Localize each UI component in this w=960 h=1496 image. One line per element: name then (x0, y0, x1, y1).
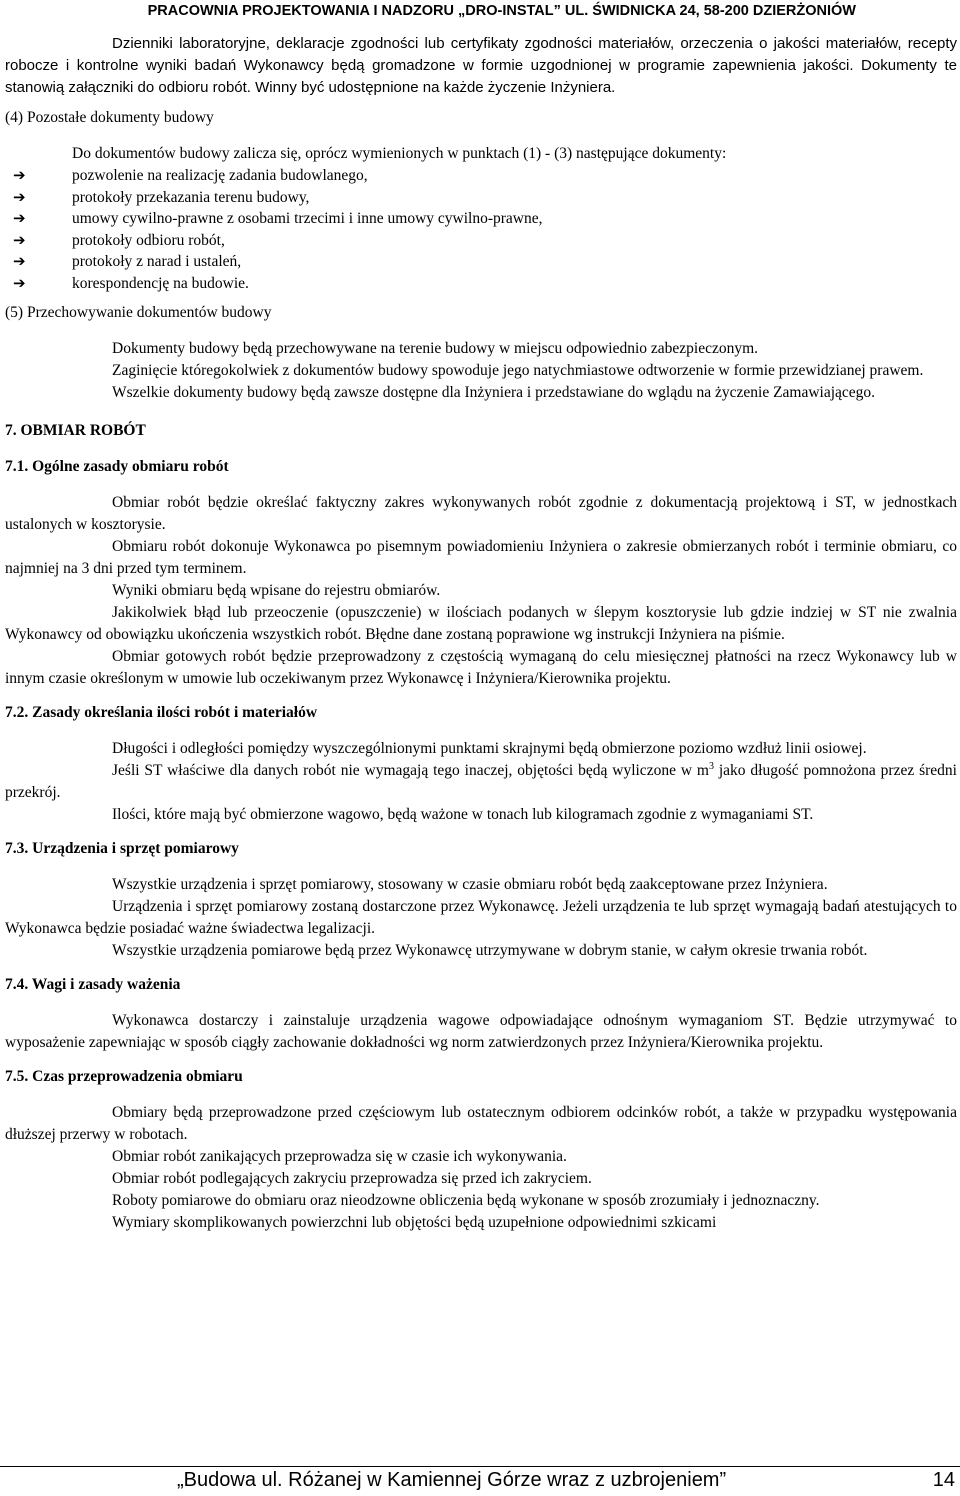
arrow-right-icon: ➔ (13, 209, 26, 227)
paragraph: Jakikolwiek błąd lub przeoczenie (opuszczenie) w ilościach podanych w ślepym kosztorysie lub gdzie indziej w ST nie zwalnia Wykonawcy od obowiązku ukończenia wszystkich robót. Błędne dane zostaną poprawione wg instrukcji Inżyniera na piśmie. (5, 604, 957, 643)
arrow-right-icon: ➔ (13, 187, 26, 206)
page-header: PRACOWNIA PROJEKTOWANIA I NADZORU „DRO-INSTAL” UL. ŚWIDNICKA 24, 58-200 DZIERŻONIÓW (147, 3, 856, 19)
footer-title: „Budowa ul. Różanej w Kamiennej Górze wraz z uzbrojeniem” (177, 1469, 727, 1491)
document-body (5, 33, 957, 1234)
paragraph: Wyniki obmiaru będą wpisane do rejestru obmiarów. (112, 582, 441, 599)
paragraph: Urządzenia i sprzęt pomiarowy zostaną dostarczone przez Wykonawcę. Jeżeli urządzenia te lub sprzęt wymagają badań atestujących to Wykonawca będzie posiadać ważne świadectwa legalizacji. (5, 898, 957, 937)
page-number: 14 (932, 1469, 955, 1491)
paragraph: Obmiar gotowych robót będzie przeprowadzony z częstością wymaganą do celu miesięcznej płatności na rzecz Wykonawcy lub w innym czasie określonym w umowie lub oczekiwanym przez Wykonawcę i Inżyniera/Kierownika projektu. (5, 648, 957, 687)
paragraph: Wszystkie urządzenia pomiarowe będą przez Wykonawcę utrzymywane w dobrym stanie, w całym okresie trwania robót. (112, 942, 868, 959)
paragraph: Wykonawca dostarczy i zainstaluje urządzenia wagowe odpowiadające odnośnym wymaganiom ST. Będzie utrzymywać to wyposażenie zapewniając w sposób ciągły zachowanie dokładności wg norm zatwierdzonych przez Inżyniera/Kierownika projektu. (5, 1012, 957, 1051)
list-item: ➔ protokoły przekazania terenu budowy, (5, 187, 957, 209)
section-7-3-heading: 7.3. Urządzenia i sprzęt pomiarowy (5, 840, 239, 857)
list-item: ➔ protokoły odbioru robót, (5, 230, 957, 252)
paragraph: Wszystkie urządzenia i sprzęt pomiarowy, stosowany w czasie obmiaru robót będą zaakceptowane przez Inżyniera. (112, 876, 828, 893)
intro-paragraph: Dzienniki laboratoryjne, deklaracje zgodności lub certyfikaty zgodności materiałów, orzeczenia o jakości materiałów, recepty robocze i kontrolne wyniki badań Wykonawcy będą gromadzone w formie uzgodnionej w programie zapewnienia jakości. Dokumenty te stanowią załączniki do odbioru robót. Winny być udostępnione na każde życzenie Inżyniera. (5, 35, 957, 96)
paragraph: Jeśli ST właściwe dla danych robót nie wymagają tego inaczej, objętości będą wyliczone w $m^3$ jako długość pomnożona przez średni przekrój. (5, 760, 957, 801)
section-7-heading: 7. OBMIAR ROBÓT (5, 422, 146, 439)
paragraph: Roboty pomiarowe do obmiaru oraz nieodzowne obliczenia będą wykonane w sposób zrozumiały i jednoznaczny. (112, 1192, 820, 1209)
paragraph: Obmiary będą przeprowadzone przed częściowym lub ostatecznym odbiorem odcinków robót, a także w przypadku występowania dłuższej przerwy w robotach. (5, 1104, 957, 1143)
arrow-right-icon: ➔ (13, 273, 26, 292)
list-item: ➔ umowy cywilno-prawne z osobami trzecimi i inne umowy cywilno-prawne, (5, 208, 957, 230)
paragraph: Obmiaru robót dokonuje Wykonawca po pisemnym powiadomieniu Inżyniera o zakresie obmierzanych robót i terminie obmiaru, co najmniej na 3 dni przed tym terminem. (5, 538, 957, 577)
section-4-lead: Do dokumentów budowy zalicza się, oprócz wymienionych w punktach (1) - (3) następujące dokumenty: (72, 145, 727, 162)
paragraph: Wymiary skomplikowanych powierzchni lub objętości będą uzupełnione odpowiednimi szkicami (112, 1214, 717, 1231)
section-5-title: (5) Przechowywanie dokumentów budowy (5, 304, 272, 321)
arrow-right-icon: ➔ (13, 230, 26, 249)
arrow-right-icon: ➔ (13, 252, 26, 270)
section-7-5-heading: 7.5. Czas przeprowadzenia obmiaru (5, 1068, 243, 1085)
paragraph: Wszelkie dokumenty budowy będą zawsze dostępne dla Inżyniera i przedstawiane do wglądu na życzenie Zamawiającego. (112, 384, 876, 401)
list-item: ➔ pozwolenie na realizację zadania budowlanego, (5, 165, 957, 187)
paragraph: Ilości, które mają być obmierzone wagowo, będą ważone w tonach lub kilogramach zgodnie z wymaganiami ST. (112, 806, 814, 823)
paragraph: Zaginięcie któregokolwiek z dokumentów budowy spowoduje jego natychmiastowe odtworzenie w formie przewidzianej prawem. (112, 362, 924, 379)
paragraph: Obmiar robót podlegających zakryciu przeprowadza się przed ich zakryciem. (112, 1170, 592, 1187)
paragraph: Dokumenty budowy będą przechowywane na terenie budowy w miejscu odpowiednio zabezpieczonym. (112, 340, 759, 357)
paragraph: Obmiar robót zanikających przeprowadza się w czasie ich wykonywania. (112, 1148, 567, 1165)
arrow-right-icon: ➔ (13, 166, 26, 184)
page-footer (0, 1466, 960, 1496)
section-7-2-heading: 7.2. Zasady określania ilości robót i materiałów (5, 704, 318, 721)
documents-list (5, 165, 957, 294)
list-item: ➔ korespondencję na budowie. (5, 273, 957, 295)
paragraph: Długości i odległości pomiędzy wyszczególnionymi punktami skrajnymi będą obmierzone poziomo wzdłuż linii osiowej. (112, 740, 867, 757)
paragraph: Obmiar robót będzie określać faktyczny zakres wykonywanych robót zgodnie z dokumentacją projektową i ST, w jednostkach ustalonych w kosztorysie. (5, 494, 957, 533)
section-7-4-heading: 7.4. Wagi i zasady ważenia (5, 976, 181, 993)
section-7-1-heading: 7.1. Ogólne zasady obmiaru robót (5, 458, 229, 475)
section-4-title: (4) Pozostałe dokumenty budowy (5, 109, 214, 126)
list-item: ➔ protokoły z narad i ustaleń, (5, 251, 957, 273)
